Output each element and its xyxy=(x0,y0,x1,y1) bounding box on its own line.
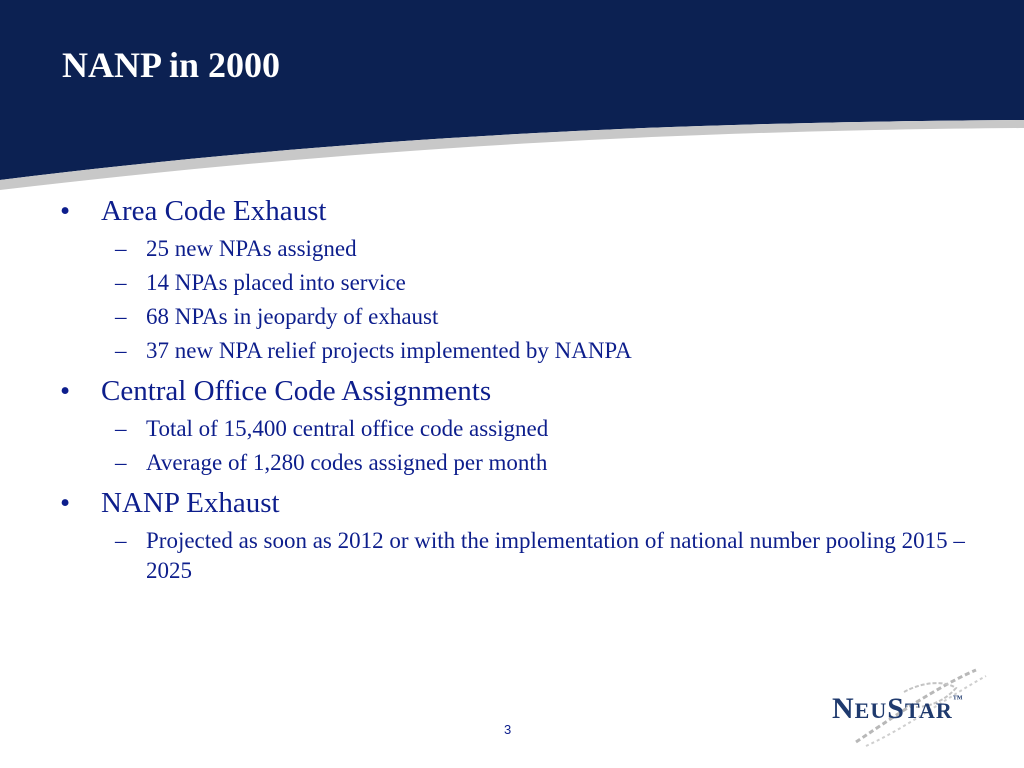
sub-item xyxy=(0,336,1024,366)
sub-item-text: Projected as soon as 2012 or with the implementation of national number pooling 2015 – 2025 xyxy=(146,528,965,583)
dash-marker: – xyxy=(115,338,127,363)
dash-marker: – xyxy=(115,236,127,261)
page-number: 3 xyxy=(504,722,512,737)
dash-marker: – xyxy=(115,270,127,295)
sub-item xyxy=(0,448,1024,478)
bullet-item-nanp-exhaust xyxy=(0,484,1024,522)
bullet-text: NANP Exhaust xyxy=(101,487,280,519)
bullet-item-area-code-exhaust xyxy=(0,192,1024,230)
bullet-marker: • xyxy=(60,487,71,519)
slide-body xyxy=(0,192,1024,590)
neustar-logo xyxy=(826,662,1006,750)
dash-marker: – xyxy=(115,416,127,441)
banner-shape xyxy=(0,0,1024,200)
bullet-marker: • xyxy=(60,375,71,407)
sub-item xyxy=(0,302,1024,332)
logo-letters-eu: EU xyxy=(854,698,888,723)
sub-item-text: 37 new NPA relief projects implemented by NANPA xyxy=(146,338,632,363)
sub-item-text: 14 NPAs placed into service xyxy=(146,270,406,295)
logo-letter-s: S xyxy=(887,692,905,725)
banner-background xyxy=(0,0,1024,180)
trademark-symbol: ™ xyxy=(952,694,964,705)
sub-item-text: Total of 15,400 central office code assigned xyxy=(146,416,549,441)
logo-letters-tar: TAR xyxy=(904,698,953,723)
bullet-text: Area Code Exhaust xyxy=(101,195,327,227)
logo-wordmark xyxy=(832,692,964,726)
title-banner xyxy=(0,0,1024,200)
bullet-marker: • xyxy=(60,195,71,227)
sub-item xyxy=(0,234,1024,264)
sub-item-text: 68 NPAs in jeopardy of exhaust xyxy=(146,304,439,329)
slide-title: NANP in 2000 xyxy=(62,45,281,85)
sub-item xyxy=(0,268,1024,298)
dash-marker: – xyxy=(115,304,127,329)
bullet-text: Central Office Code Assignments xyxy=(101,375,492,407)
dash-marker: – xyxy=(115,450,127,475)
sub-item xyxy=(0,526,1024,586)
sub-item-text: 25 new NPAs assigned xyxy=(146,236,357,261)
logo-letter-n: N xyxy=(832,692,855,725)
sub-item xyxy=(0,414,1024,444)
sub-item-text: Average of 1,280 codes assigned per month xyxy=(146,450,548,475)
dash-marker: – xyxy=(115,528,127,553)
bullet-item-central-office-code-assignments xyxy=(0,372,1024,410)
